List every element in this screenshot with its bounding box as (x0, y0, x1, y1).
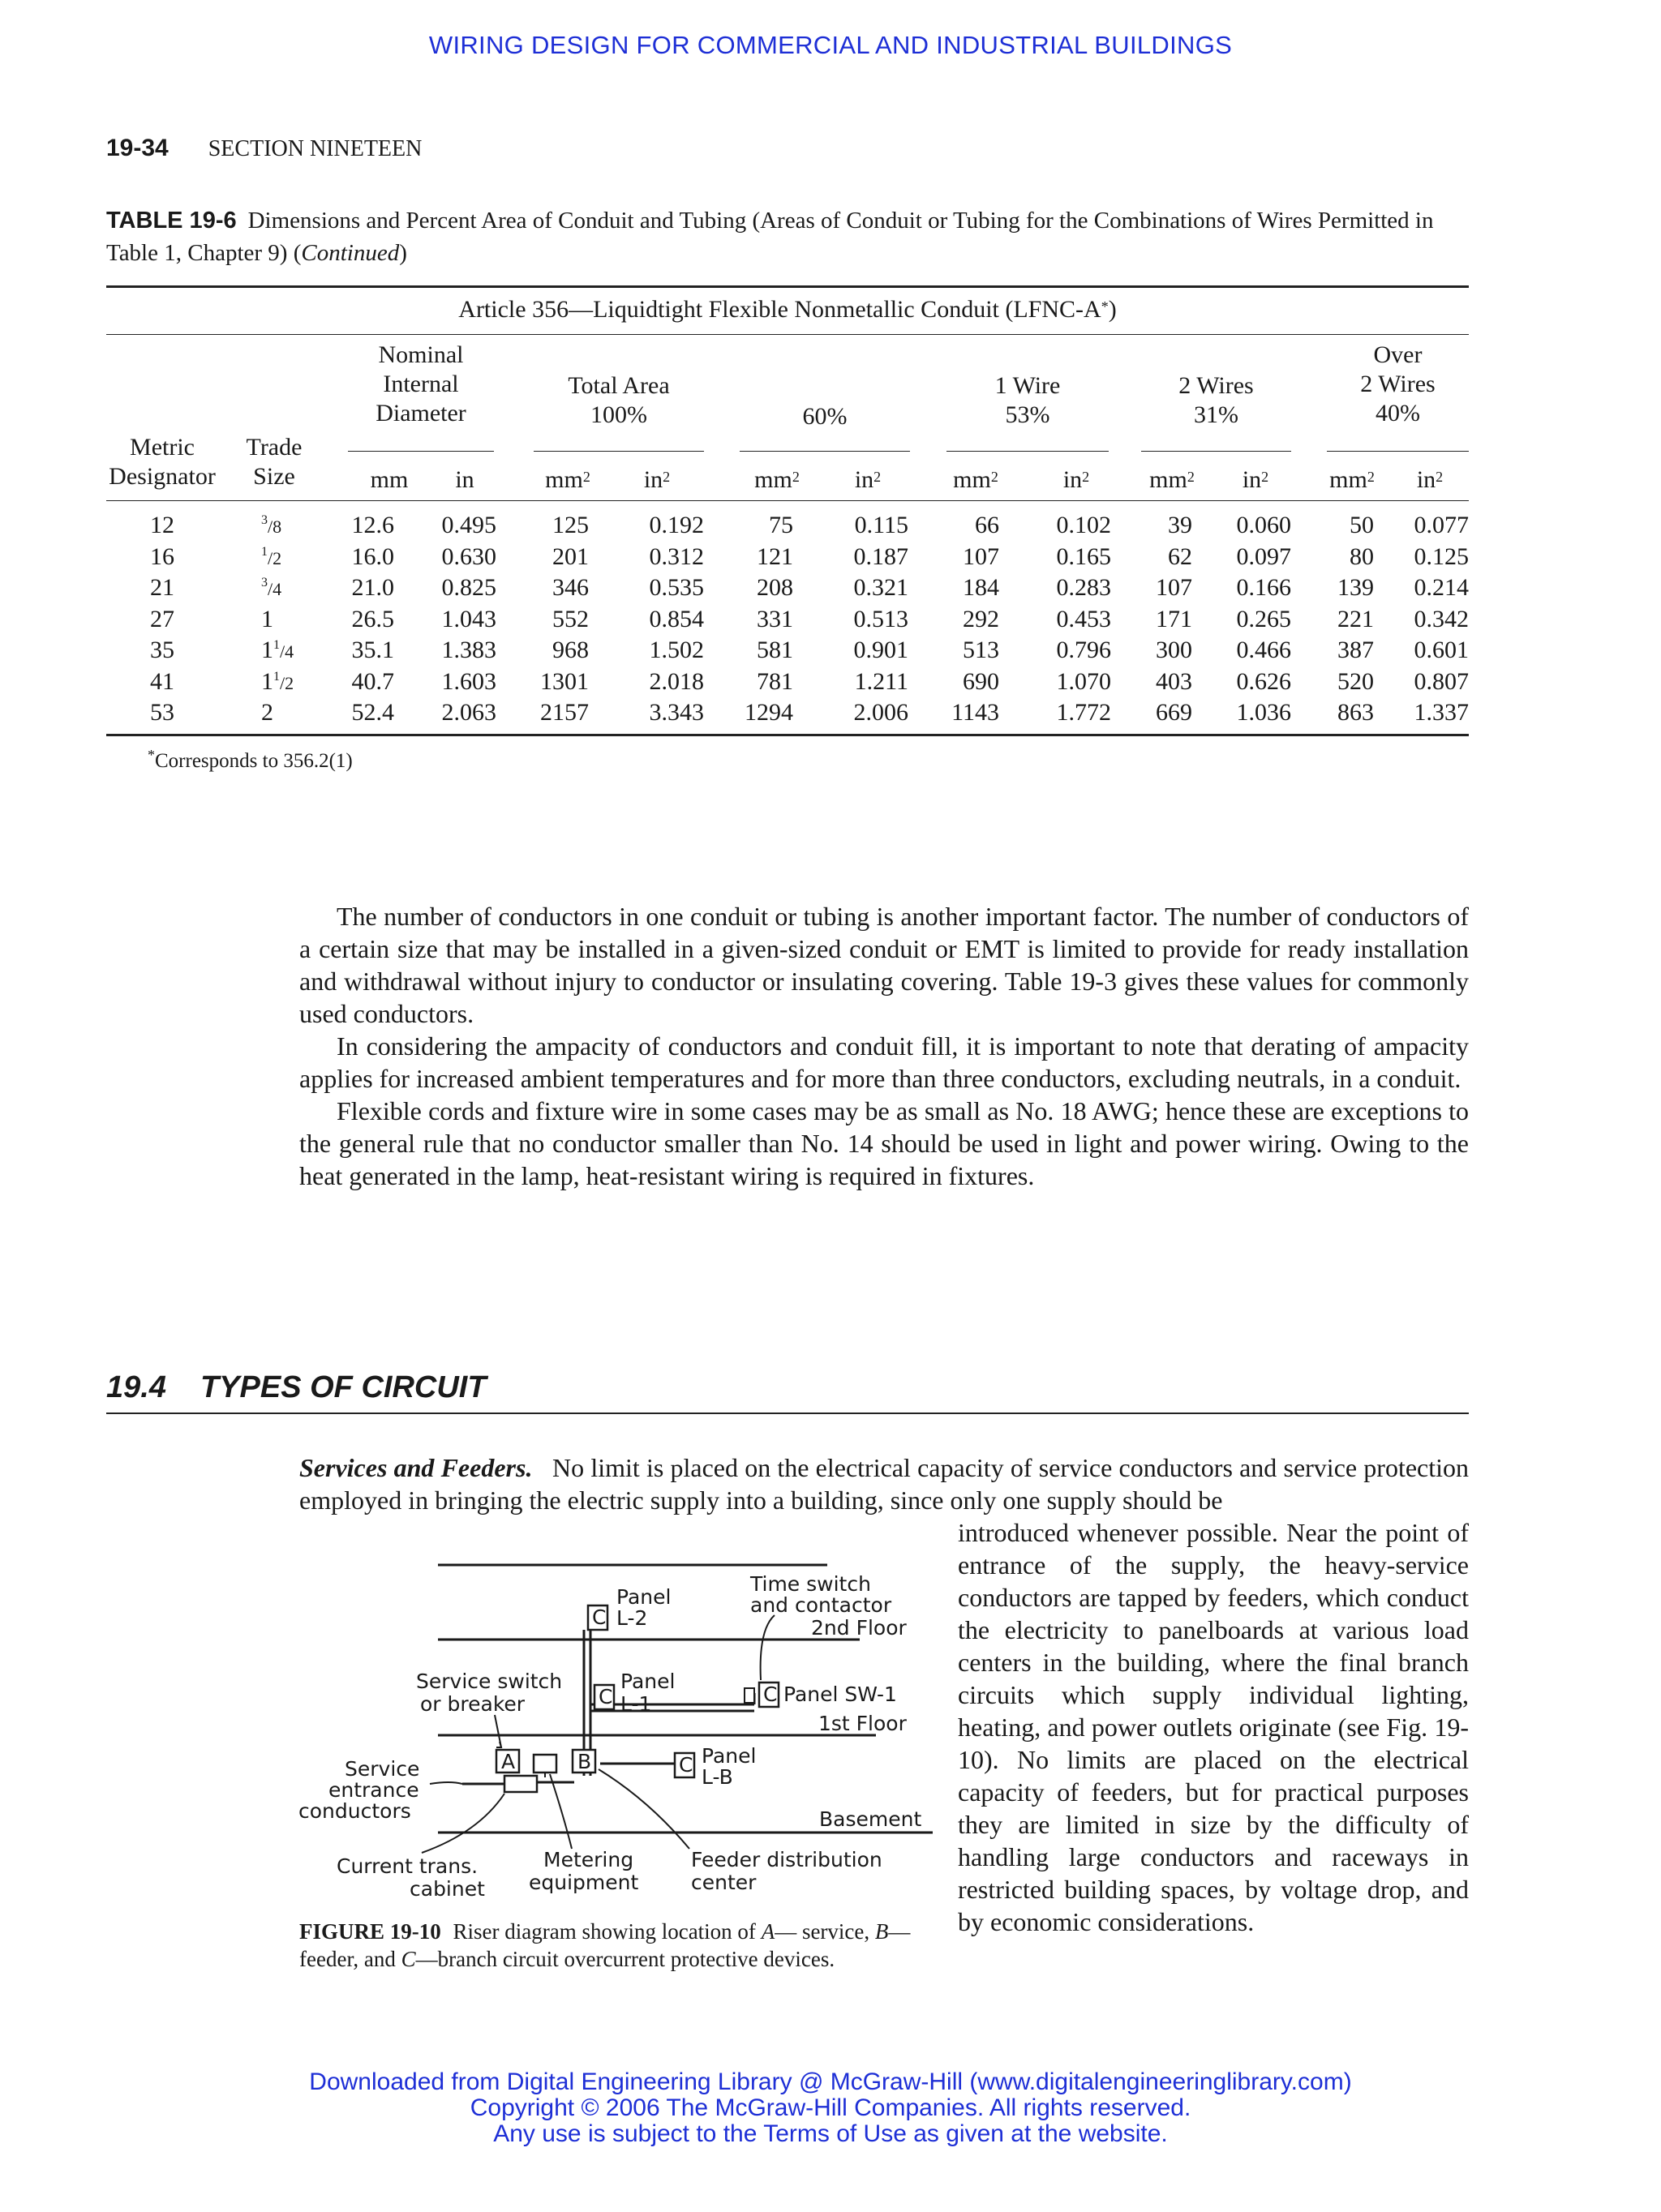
group-rule-total (534, 451, 704, 452)
table-cell: 781 (757, 667, 793, 695)
table-cell: 1.043 (441, 605, 496, 632)
table-cell: 0.901 (853, 637, 908, 663)
svg-text:Service: Service (345, 1757, 420, 1781)
table-cell: 0.102 (1056, 512, 1111, 538)
table-cell: 0.321 (853, 574, 908, 601)
table-row-trade: $1^1/2$ (261, 667, 294, 695)
table-cell: 0.466 (1236, 637, 1291, 663)
svg-text:Current trans.: Current trans. (337, 1854, 479, 1878)
unit-heading: mm (370, 466, 409, 493)
riser-diagram (292, 1541, 933, 1914)
table-cell: 346 (552, 574, 589, 601)
table-row-trade: 1 (261, 605, 273, 632)
table-cell: 0.265 (1236, 605, 1291, 632)
table-cell: 0.214 (1414, 574, 1469, 601)
table-cell: 26.5 (351, 605, 394, 632)
table-row-trade: $1^1/4$ (261, 637, 294, 663)
svg-text:Panel: Panel (616, 1585, 672, 1609)
col-head-nominal: Nominal Internal Diameter (376, 341, 466, 427)
col-head-over: Over 2 Wires 40% (1360, 341, 1436, 427)
section-rule (106, 1413, 1469, 1414)
table-cell: 35.1 (351, 637, 394, 663)
table-cell: 1143 (951, 699, 999, 726)
table-cell: 0.077 (1414, 512, 1469, 538)
article-title: Article 356—Liquidtight Flexible Nonmetallic Conduit (LFNC-A*) (458, 296, 1117, 323)
table-cell: 387 (1337, 637, 1374, 663)
table-cell: 0.097 (1236, 542, 1291, 570)
running-head (106, 135, 422, 162)
unit-heading: $mm^2$ (1329, 466, 1375, 493)
table-cell: 125 (552, 512, 589, 538)
svg-text:C: C (592, 1605, 607, 1629)
svg-text:Panel SW-1: Panel SW-1 (783, 1683, 897, 1706)
svg-text:A: A (501, 1750, 516, 1773)
svg-text:1st Floor: 1st Floor (818, 1712, 907, 1735)
table-cell: 184 (963, 574, 999, 601)
table-cell: 0.807 (1414, 667, 1469, 695)
table-cell: 171 (1156, 605, 1192, 632)
services-paragraph-top (299, 1451, 1469, 1516)
table-cell: 0.342 (1414, 605, 1469, 632)
col-head-trade: Trade Size (246, 434, 303, 490)
table-cell: 2.018 (649, 667, 704, 695)
figure-caption: FIGURE 19-10 Riser diagram showing location of A— service, B—feeder, and C—branch circuit overcurrent protective devices. (299, 1919, 911, 1971)
table-cell: 2.006 (853, 699, 908, 726)
table-cell: 0.283 (1056, 574, 1111, 601)
table-cell: 0.601 (1414, 637, 1469, 663)
group-rule-60 (740, 451, 910, 452)
svg-text:2nd Floor: 2nd Floor (811, 1616, 907, 1640)
table-cell: 520 (1337, 667, 1374, 695)
table-cell: 403 (1156, 667, 1192, 695)
footer-line-1[interactable]: Downloaded from Digital Engineering Library @ McGraw-Hill (www.digitalengineeringlibrary.com) (309, 2068, 1352, 2095)
svg-text:B: B (577, 1750, 592, 1773)
table-cell: 208 (757, 574, 793, 601)
unit-heading: $in^2$ (1242, 466, 1269, 493)
table-top-rule (106, 285, 1469, 288)
col-head-metric: Metric Designator (109, 434, 216, 490)
svg-text:C: C (763, 1683, 778, 1706)
table-cell: 3.343 (649, 699, 704, 726)
paragraph: In considering the ampacity of conductors and conduit fill, it is important to note that derating of ampacity applies for increased ambient temperatures and for more than three conductors, excluding neutrals, in a conduit. (299, 1031, 1469, 1093)
table-row-trade: $^3$/8 (261, 513, 282, 537)
table-cell: 0.854 (649, 605, 704, 632)
section-title: TYPES OF CIRCUIT (200, 1370, 487, 1404)
svg-text:Metering: Metering (543, 1848, 634, 1871)
table-cell: 75 (769, 512, 793, 538)
footer-line-2: Copyright © 2006 The McGraw-Hill Companies. All rights reserved. (470, 2094, 1191, 2121)
table-caption-continued: Continued (301, 240, 400, 266)
runin-title: Services and Feeders. (299, 1453, 533, 1482)
svg-text:and contactor: and contactor (750, 1593, 892, 1617)
table-cell: 0.453 (1056, 605, 1111, 632)
table-cell: 513 (963, 637, 999, 663)
table-row-metric: 21 (150, 574, 174, 601)
table-cell: 0.796 (1056, 637, 1111, 663)
table-cell: 16.0 (351, 542, 394, 570)
svg-text:C: C (679, 1753, 693, 1777)
section-heading (106, 1370, 487, 1405)
table-cell: 669 (1156, 699, 1192, 726)
svg-text:C: C (599, 1685, 613, 1708)
table-bottom-rule (106, 734, 1469, 736)
group-rule-over (1327, 451, 1469, 452)
table-cell: 21.0 (351, 574, 394, 601)
group-rule-1wire (946, 451, 1109, 452)
table-cell: 2157 (540, 699, 589, 726)
table-cell: 1.603 (441, 667, 496, 695)
col-head-total-area: Total Area 100% (568, 372, 670, 428)
article-rule (106, 334, 1469, 335)
services-paragraph-side: introduced whenever possible. Near the point of entrance of the supply, the heavy-service conductors are tapped by feeders, which conduct the electricity to panelboards at various load centers in the building, where the final branch circuits which supply individual lighting, heating, and power outlets originate (see Fig. 19-10). No limits are placed on the electrical capacity of feeders, but for practical purposes they are limited in size by the difficulty of handling large conductors and raceways in restricted building spaces, by voltage drop, and by economic considerations. (958, 1518, 1469, 1936)
table-row-metric: 16 (150, 542, 174, 570)
table-row-trade: $^3$/4 (261, 576, 282, 599)
section-number: 19.4 (106, 1370, 166, 1404)
table-cell: 1301 (540, 667, 589, 695)
table-cell: 0.187 (853, 542, 908, 570)
table-cell: 0.060 (1236, 512, 1291, 538)
table-cell: 50 (1350, 512, 1374, 538)
section-label: SECTION NINETEEN (208, 136, 423, 161)
svg-text:entrance: entrance (328, 1778, 419, 1802)
svg-text:Panel: Panel (620, 1670, 676, 1693)
table-cell: 0.312 (649, 542, 704, 570)
services-text: No limit is placed on the electrical capacity of service conductors and service protection employed in bringing the electric supply into a building, since only one supply should be (299, 1453, 1470, 1515)
table-cell: 1.036 (1236, 699, 1291, 726)
table-row-trade: $^1$/2 (261, 544, 282, 568)
table-cell: 221 (1337, 605, 1374, 632)
table-cell: 1.383 (441, 637, 496, 663)
table-cell: 0.825 (441, 574, 496, 601)
table-cell: 107 (1156, 574, 1192, 601)
page-number: 19-34 (106, 135, 169, 161)
col-head-2wires: 2 Wires 31% (1178, 372, 1254, 428)
table-caption-text: Dimensions and Percent Area of Conduit and Tubing (Areas of Conduit or Tubing for the Combinations of Wires Permitted in Table 1, Chapter 9) ( (106, 208, 1434, 266)
table-cell: 107 (963, 542, 999, 570)
table-label: TABLE 19-6 (106, 208, 237, 234)
unit-heading: $in^2$ (854, 466, 882, 493)
svg-text:cabinet: cabinet (410, 1877, 485, 1901)
svg-text:Panel: Panel (702, 1744, 757, 1768)
table-cell: 0.125 (1414, 542, 1469, 570)
contactor-box (745, 1688, 754, 1703)
svg-text:Feeder distribution: Feeder distribution (691, 1848, 882, 1871)
table-row-metric: 35 (150, 637, 174, 663)
table-cell: 1.070 (1056, 667, 1111, 695)
unit-heading: $in^2$ (1416, 466, 1444, 493)
svg-text:L-1: L-1 (620, 1692, 652, 1716)
unit-heading: in (455, 466, 474, 493)
table-cell: 968 (552, 637, 589, 663)
svg-text:center: center (691, 1871, 757, 1894)
svg-text:L-2: L-2 (616, 1606, 648, 1630)
table-cell: 0.165 (1056, 542, 1111, 570)
meter-box (534, 1755, 556, 1773)
table-cell: 40.7 (351, 667, 394, 695)
svg-text:conductors: conductors (298, 1799, 411, 1823)
unit-heading: $in^2$ (643, 466, 671, 493)
table-cell: 12.6 (351, 512, 394, 538)
ct-cabinet-box (504, 1776, 537, 1792)
table-cell: 552 (552, 605, 589, 632)
table-cell: 690 (963, 667, 999, 695)
table-cell: 0.115 (854, 512, 908, 538)
table-cell: 80 (1350, 542, 1374, 570)
table-cell: 62 (1168, 542, 1192, 570)
table-cell: 66 (975, 512, 999, 538)
unit-heading: $in^2$ (1062, 466, 1090, 493)
table-cell: 0.495 (441, 512, 496, 538)
body-text (299, 900, 1469, 1192)
table-cell: 0.513 (853, 605, 908, 632)
table-cell: 201 (552, 542, 589, 570)
table-cell: 121 (757, 542, 793, 570)
book-title[interactable]: WIRING DESIGN FOR COMMERCIAL AND INDUSTRIAL BUILDINGS (428, 31, 1233, 59)
table-cell: 0.626 (1236, 667, 1291, 695)
unit-heading: $mm^2$ (545, 466, 590, 493)
table-row-trade: 2 (261, 699, 273, 726)
table-cell: 39 (1168, 512, 1192, 538)
group-rule-2wires (1141, 451, 1291, 452)
unit-heading: $mm^2$ (754, 466, 800, 493)
table-caption: TABLE 19-6 Dimensions and Percent Area of Conduit and Tubing (Areas of Conduit or Tubing for the Combinations of Wires Permitted in Table 1, Chapter 9) (Continued) (106, 208, 1434, 266)
svg-text:Basement: Basement (819, 1807, 922, 1831)
table-footnote: *Corresponds to 356.2(1) (148, 747, 353, 772)
svg-text:Time switch: Time switch (750, 1572, 871, 1596)
table-cell: 0.166 (1236, 574, 1291, 601)
table-cell: 1.502 (649, 637, 704, 663)
table-row-metric: 12 (150, 512, 174, 538)
table-cell: 581 (757, 637, 793, 663)
header-bottom-rule (106, 500, 1469, 501)
table-cell: 863 (1337, 699, 1374, 726)
col-head-1wire: 1 Wire 53% (994, 372, 1061, 428)
col-head-60: 60% (802, 403, 848, 430)
figure-label: FIGURE 19-10 (299, 1919, 441, 1944)
riser-diagram-svg (292, 1541, 933, 1914)
table-cell: 1.337 (1414, 699, 1469, 726)
table-cell: 52.4 (351, 699, 394, 726)
group-rule-nominal (348, 451, 494, 452)
table-row-metric: 41 (150, 667, 174, 695)
unit-heading: $mm^2$ (1149, 466, 1195, 493)
paragraph: The number of conductors in one conduit or tubing is another important factor. The number of conductors of a certain size that may be installed in a given-sized conduit or EMT is limited to provide for ready installation and withdrawal without injury to conductor or insulating covering. Table 19-3 gives these values for commonly used conductors. (299, 902, 1469, 1028)
table-cell: 2.063 (441, 699, 496, 726)
table-cell: 1.211 (854, 667, 908, 695)
table-cell: 0.192 (649, 512, 704, 538)
unit-heading: $mm^2$ (953, 466, 998, 493)
table-cell: 0.630 (441, 542, 496, 570)
svg-text:equipment: equipment (529, 1871, 639, 1894)
table-row-metric: 27 (150, 605, 174, 632)
table-cell: 1294 (745, 699, 793, 726)
svg-text:or breaker: or breaker (420, 1692, 526, 1716)
paragraph: Flexible cords and fixture wire in some cases may be as small as No. 18 AWG; hence these are exceptions to the general rule that no conductor smaller than No. 14 should be used in light and power wiring. Owing to the heat generated in the lamp, heat-resistant wiring is required in fixtures. (299, 1096, 1469, 1190)
table-cell: 292 (963, 605, 999, 632)
table-cell: 139 (1337, 574, 1374, 601)
svg-text:L-B: L-B (702, 1765, 733, 1789)
table-cell: 1.772 (1056, 699, 1111, 726)
table-cell: 331 (757, 605, 793, 632)
footer-line-3: Any use is subject to the Terms of Use as given at the website. (493, 2120, 1168, 2147)
table-cell: 0.535 (649, 574, 704, 601)
table-cell: 300 (1156, 637, 1192, 663)
svg-text:Service switch: Service switch (416, 1670, 563, 1693)
table-row-metric: 53 (150, 699, 174, 726)
